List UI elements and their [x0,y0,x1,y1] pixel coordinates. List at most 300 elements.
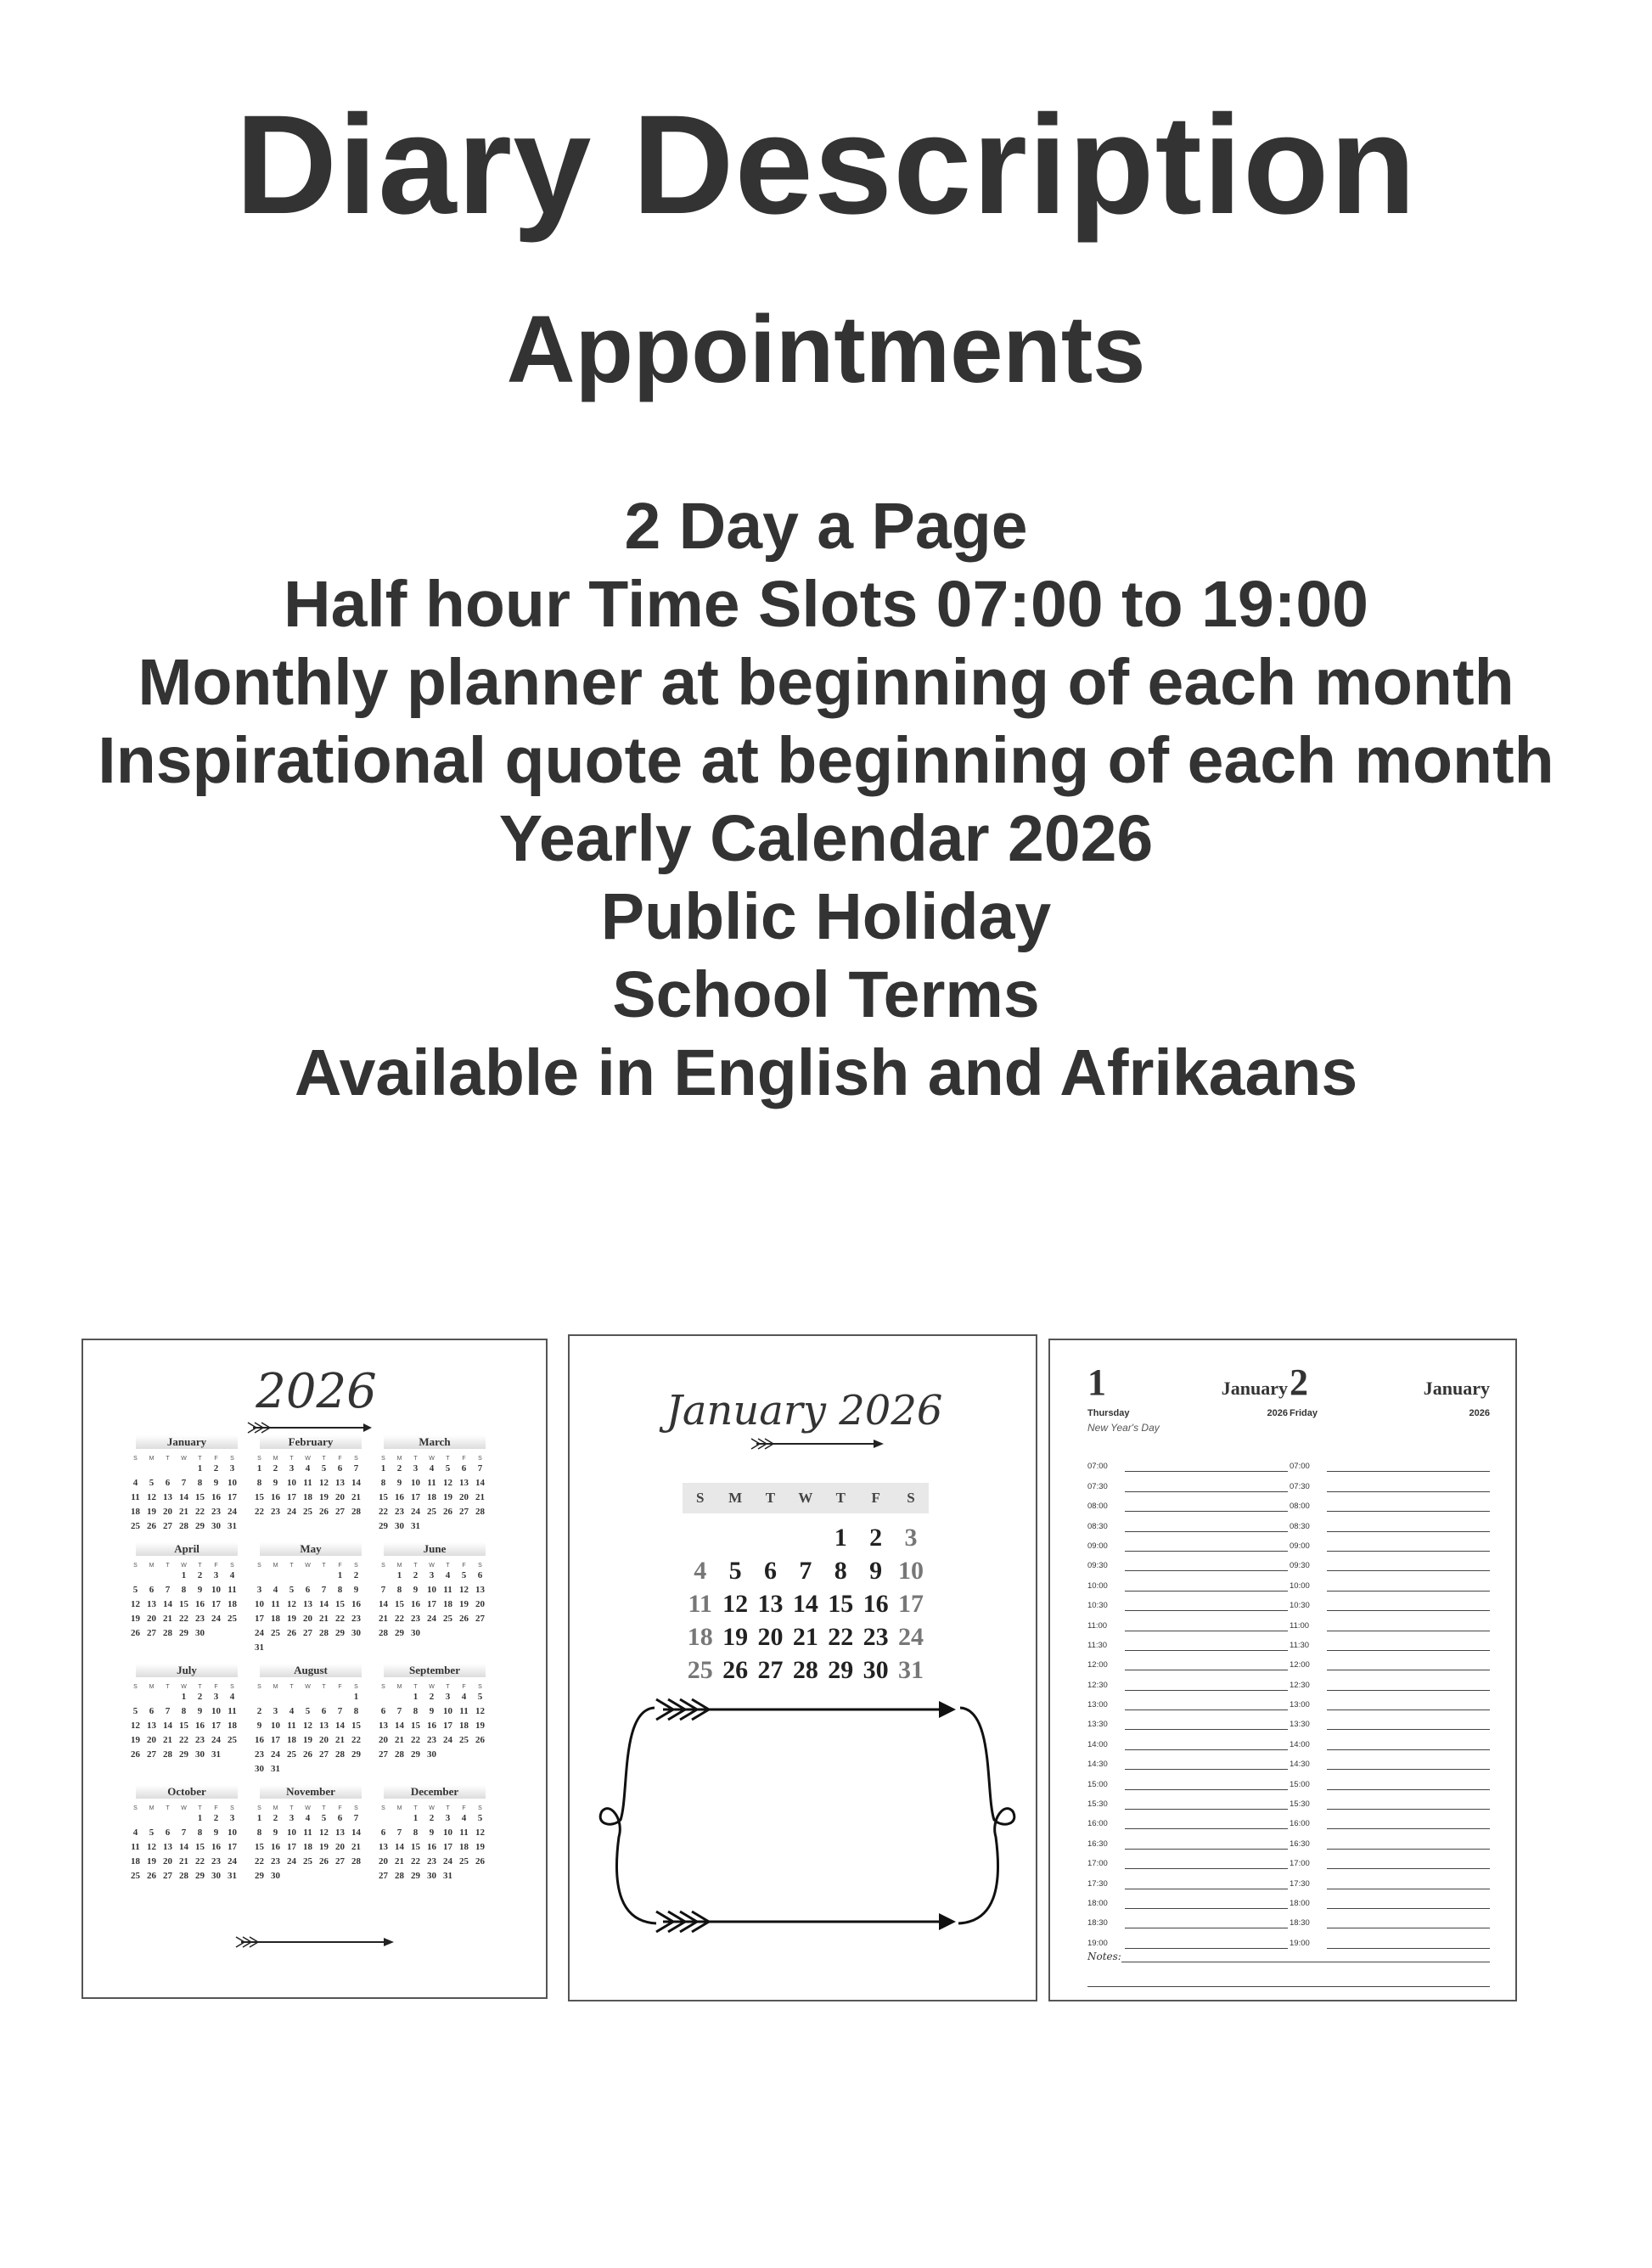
time-slot [1087,1670,1288,1690]
mini-date: 4 [461,1813,467,1823]
feature-list [0,487,1652,1112]
mini-date: 22 [411,1735,420,1745]
slot-line [1327,1839,1490,1850]
mini-date: 2 [413,1570,419,1580]
mini-date: 7 [396,1706,402,1716]
monthly-date: 21 [792,1623,818,1651]
mini-date: 20 [459,1492,469,1502]
mini-date: 21 [179,1507,188,1517]
mini-date: 10 [427,1585,436,1595]
mini-date: 14 [163,1599,172,1609]
mini-date: 28 [163,1749,172,1760]
time-slot [1290,1770,1490,1789]
mini-date: 27 [379,1749,388,1760]
mini-date-grid [375,1462,494,1534]
mini-date: 3 [289,1813,295,1823]
mini-month-name: April [136,1542,238,1556]
mini-date: 7 [181,1478,187,1488]
mini-date: 10 [287,1827,296,1838]
monthly-date: 13 [757,1590,784,1618]
mini-date: 22 [395,1614,404,1624]
mini-date: 16 [271,1492,280,1502]
monthly-date: 28 [792,1656,818,1684]
mini-date-blank [316,1690,332,1704]
mini-date: 4 [429,1463,435,1474]
time-slot [1290,1810,1490,1829]
page-subtitle: Appointments [506,296,1146,402]
mini-date: 19 [147,1507,156,1517]
mini-day-head: M [149,1563,155,1569]
mini-date: 4 [445,1570,451,1580]
mini-date: 16 [427,1842,436,1852]
mini-month-name: November [260,1785,362,1799]
mini-date-blank [160,1569,176,1583]
mini-date: 19 [319,1492,329,1502]
mini-date: 12 [319,1827,329,1838]
slot-line [1125,1521,1288,1532]
time-slot [1290,1611,1490,1631]
mini-day-headers [375,1456,494,1462]
mini-date: 12 [147,1842,156,1852]
mini-date: 21 [335,1735,345,1745]
slot-line [1327,1818,1490,1829]
mini-date: 11 [287,1721,296,1731]
time-label: 13:00 [1087,1700,1108,1710]
mini-date: 13 [335,1827,345,1838]
mini-day-head: S [133,1563,138,1569]
mini-date: 18 [271,1614,280,1624]
time-label: 11:30 [1290,1640,1310,1650]
mini-date: 11 [131,1492,140,1502]
mini-date: 3 [445,1692,451,1702]
mini-date: 23 [195,1614,205,1624]
time-slot [1290,1670,1490,1690]
mini-date: 29 [335,1628,345,1638]
monthly-date: 23 [863,1623,889,1651]
mini-date: 28 [379,1628,388,1638]
mini-day-head: W [429,1456,435,1462]
mini-day-head: T [322,1563,326,1569]
mini-date-blank [127,1690,143,1704]
mini-month [251,1435,370,1534]
notes-label: Notes: [1087,1951,1121,1962]
mini-date-blank [375,1569,391,1583]
time-slot [1087,1592,1288,1611]
slot-line [1125,1501,1288,1512]
slot-line [1327,1620,1490,1631]
mini-day-head: M [149,1456,155,1462]
mini-date: 11 [228,1585,237,1595]
mini-day-head: T [166,1805,170,1811]
mini-date-grid [127,1690,246,1762]
time-label: 08:30 [1290,1521,1310,1531]
slot-line [1125,1640,1288,1651]
time-slot [1087,1889,1288,1909]
time-slot [1290,1691,1490,1710]
mini-date: 27 [163,1871,172,1881]
time-slot [1290,1869,1490,1889]
mini-day-headers [127,1805,246,1811]
mini-date: 1 [181,1570,187,1580]
monthly-day-head: F [871,1490,880,1506]
mini-date-grid [375,1569,494,1641]
mini-date: 9 [353,1585,359,1595]
slot-line [1327,1917,1490,1928]
mini-date: 30 [395,1521,404,1531]
mini-date: 5 [321,1813,327,1823]
mini-day-head: M [396,1684,402,1690]
slot-line [1125,1779,1288,1790]
mini-date: 21 [395,1856,404,1867]
mini-date: 7 [165,1706,171,1716]
time-label: 11:00 [1290,1620,1310,1631]
mini-date: 14 [395,1721,404,1731]
feature-item: 2 Day a Page [624,490,1028,563]
monthly-date: 14 [792,1590,818,1618]
mini-month [251,1542,370,1655]
mini-date: 20 [475,1599,485,1609]
mini-date: 1 [197,1463,203,1474]
mini-date: 21 [395,1735,404,1745]
time-slots [1290,1452,1490,1949]
time-slot [1087,1691,1288,1710]
time-label: 07:00 [1087,1462,1108,1472]
mini-date: 18 [459,1721,469,1731]
mini-date: 4 [461,1692,467,1702]
time-label: 16:30 [1087,1839,1108,1849]
mini-date: 2 [273,1463,278,1474]
time-label: 15:00 [1087,1779,1108,1789]
mini-date: 31 [443,1871,452,1881]
slot-line [1327,1640,1490,1651]
time-label: 18:00 [1087,1898,1108,1908]
mini-date: 6 [380,1706,386,1716]
mini-day-head: F [338,1563,342,1569]
monthly-day-head: T [835,1490,846,1506]
mini-month-name: March [384,1435,486,1449]
feature-item: Half hour Time Slots 07:00 to 19:00 [283,568,1369,641]
time-label: 10:00 [1087,1580,1108,1591]
mini-date: 27 [147,1628,156,1638]
mini-month [127,1435,246,1534]
mini-date-grid [251,1690,370,1777]
mini-date: 14 [179,1842,188,1852]
mini-day-head: M [273,1456,278,1462]
monthly-day-head: W [798,1490,813,1506]
mini-month [127,1664,246,1777]
mini-day-head: M [273,1805,278,1811]
monthly-date: 7 [799,1557,812,1585]
mini-date: 19 [147,1856,156,1867]
slot-line [1327,1481,1490,1492]
mini-date: 20 [303,1614,312,1624]
time-label: 15:30 [1087,1799,1108,1810]
mini-date: 14 [475,1478,485,1488]
mini-month-name: June [384,1542,486,1556]
mini-date: 23 [195,1735,205,1745]
mini-day-head: T [446,1456,450,1462]
mini-date: 15 [195,1492,205,1502]
mini-date: 2 [396,1463,402,1474]
mini-day-head: T [413,1684,418,1690]
mini-month-name: February [260,1435,362,1449]
mini-date: 29 [255,1871,264,1881]
mini-day-head: T [446,1563,450,1569]
feature-item: School Terms [612,958,1040,1031]
day-number: 1 [1087,1361,1106,1403]
time-label: 12:00 [1290,1660,1310,1670]
mini-date: 7 [337,1706,343,1716]
mini-date: 17 [211,1721,221,1731]
mini-date: 27 [459,1507,469,1517]
mini-day-head: M [396,1805,402,1811]
mini-date: 5 [132,1706,138,1716]
mini-date: 25 [228,1614,237,1624]
monthly-date-blank [788,1521,823,1554]
time-label: 13:30 [1087,1720,1108,1730]
monthly-day-head: M [728,1490,743,1506]
slot-line [1327,1560,1490,1571]
mini-day-head: F [462,1563,466,1569]
mini-day-headers [251,1684,370,1690]
mini-date: 22 [411,1856,420,1867]
mini-day-head: T [322,1684,326,1690]
mini-date-blank [332,1690,348,1704]
time-label: 09:00 [1290,1541,1310,1551]
day-weekday: Friday [1290,1408,1318,1418]
mini-date: 8 [353,1706,359,1716]
mini-month [251,1664,370,1777]
mini-date: 28 [351,1856,361,1867]
mini-date: 7 [380,1585,386,1595]
mini-date: 12 [459,1585,469,1595]
mini-date: 14 [351,1478,361,1488]
time-label: 13:30 [1290,1720,1310,1730]
mini-date: 6 [149,1706,155,1716]
mini-date: 13 [147,1599,156,1609]
mini-date: 14 [335,1721,345,1731]
mini-date: 28 [319,1628,329,1638]
mini-date: 7 [321,1585,327,1595]
mini-date: 24 [228,1507,237,1517]
monthly-date: 8 [834,1557,847,1585]
notes-section [1087,1947,1490,1987]
mini-day-head: W [429,1684,435,1690]
mini-date: 30 [271,1871,280,1881]
daily-page-preview [1048,1339,1517,2001]
mini-date: 7 [353,1813,359,1823]
mini-day-head: F [462,1805,466,1811]
mini-date: 15 [179,1721,188,1731]
monthly-date: 25 [687,1656,713,1684]
slot-line [1125,1560,1288,1571]
mini-date: 26 [459,1614,469,1624]
mini-date: 23 [271,1507,280,1517]
mini-month-name: October [136,1785,238,1799]
mini-date: 13 [163,1842,172,1852]
mini-month [375,1785,494,1883]
mini-date-blank [160,1811,176,1826]
mini-day-head: S [381,1805,385,1811]
mini-date: 24 [255,1628,264,1638]
time-label: 07:00 [1290,1462,1310,1472]
arrow-decoration-icon [748,1436,884,1451]
mini-date: 24 [228,1856,237,1867]
mini-date: 13 [319,1721,329,1731]
monthly-date: 29 [828,1656,854,1684]
mini-date: 3 [445,1813,451,1823]
mini-day-head: S [354,1563,358,1569]
mini-date-blank [160,1690,176,1704]
time-label: 16:00 [1087,1819,1108,1829]
time-slot [1290,1452,1490,1472]
mini-date: 13 [147,1721,156,1731]
time-label: 18:30 [1087,1918,1108,1928]
time-label: 19:00 [1087,1938,1108,1948]
mini-date: 9 [197,1706,203,1716]
mini-date: 22 [255,1856,264,1867]
mini-date: 20 [379,1735,388,1745]
slot-line [1327,1779,1490,1790]
mini-date: 15 [179,1599,188,1609]
mini-day-head: S [257,1563,261,1569]
mini-day-head: S [133,1805,138,1811]
slot-line [1327,1541,1490,1552]
time-slot [1087,1611,1288,1631]
mini-date: 24 [271,1749,280,1760]
mini-date: 15 [411,1842,420,1852]
mini-day-headers [127,1563,246,1569]
mini-date: 13 [379,1842,388,1852]
mini-day-head: F [338,1805,342,1811]
monthly-date: 26 [722,1656,749,1684]
mini-date: 18 [228,1599,237,1609]
mini-date: 25 [287,1749,296,1760]
mini-date: 21 [351,1492,361,1502]
mini-date: 14 [379,1599,388,1609]
mini-date: 29 [411,1871,420,1881]
mini-date: 24 [287,1507,296,1517]
mini-date: 13 [379,1721,388,1731]
mini-date: 30 [255,1764,264,1774]
time-label: 14:00 [1087,1739,1108,1749]
mini-date-blank [300,1569,316,1583]
mini-date: 19 [443,1492,452,1502]
time-slot [1087,1472,1288,1491]
mini-date: 12 [287,1599,296,1609]
slot-line [1327,1739,1490,1750]
mini-date: 19 [459,1599,469,1609]
slot-line [1125,1481,1288,1492]
time-label: 14:30 [1087,1760,1108,1770]
feature-item: Public Holiday [600,880,1052,953]
mini-date: 25 [271,1628,280,1638]
mini-day-head: W [429,1805,435,1811]
mini-date: 24 [211,1614,221,1624]
mini-date: 8 [181,1706,187,1716]
mini-date: 21 [163,1614,172,1624]
mini-date: 10 [443,1827,452,1838]
mini-date: 27 [475,1614,485,1624]
mini-date: 4 [305,1813,311,1823]
mini-date: 10 [255,1599,264,1609]
mini-day-headers [375,1563,494,1569]
slot-line [1125,1461,1288,1472]
mini-date: 18 [303,1492,312,1502]
mini-date: 29 [179,1749,188,1760]
mini-month [375,1542,494,1655]
slot-line [1125,1600,1288,1611]
mini-date: 13 [459,1478,469,1488]
mini-day-head: W [305,1805,311,1811]
mini-date: 20 [163,1856,172,1867]
time-slot [1087,1512,1288,1531]
mini-date: 18 [459,1842,469,1852]
time-label: 07:30 [1290,1481,1310,1491]
mini-day-headers [127,1456,246,1462]
mini-date: 7 [396,1827,402,1838]
mini-date: 17 [443,1842,452,1852]
mini-date: 13 [163,1492,172,1502]
time-label: 10:00 [1290,1580,1310,1591]
mini-date: 3 [229,1813,235,1823]
time-slot [1087,1452,1288,1472]
slot-line [1125,1759,1288,1770]
time-label: 19:00 [1290,1938,1310,1948]
mini-date-blank [284,1569,300,1583]
mini-date: 6 [321,1706,327,1716]
monthly-date: 15 [828,1590,854,1618]
time-slot [1290,1512,1490,1531]
mini-date: 14 [319,1599,329,1609]
mini-date: 19 [303,1735,312,1745]
mini-month-name: July [136,1664,238,1677]
time-label: 07:30 [1087,1481,1108,1491]
mini-date: 28 [475,1507,485,1517]
mini-date: 23 [211,1856,221,1867]
mini-date: 20 [147,1614,156,1624]
mini-date: 29 [351,1749,361,1760]
mini-date: 22 [179,1614,188,1624]
mini-date-blank [300,1690,316,1704]
time-slot [1290,1928,1490,1948]
mini-day-head: S [381,1684,385,1690]
mini-date: 9 [429,1706,435,1716]
mini-day-head: T [289,1684,294,1690]
mini-date: 14 [179,1492,188,1502]
mini-date: 10 [271,1721,280,1731]
time-slot [1290,1750,1490,1770]
mini-date: 6 [305,1585,311,1595]
mini-date: 30 [195,1749,205,1760]
monthly-date: 24 [898,1623,924,1651]
mini-day-head: T [413,1805,418,1811]
mini-date: 24 [411,1507,420,1517]
feature-item: Available in English and Afrikaans [294,1036,1358,1109]
time-label: 12:00 [1087,1660,1108,1670]
mini-date: 22 [179,1735,188,1745]
time-label: 12:30 [1290,1680,1310,1690]
mini-day-head: T [322,1456,326,1462]
mini-date: 18 [443,1599,452,1609]
mini-date: 9 [197,1585,203,1595]
mini-date: 3 [256,1585,262,1595]
mini-date: 15 [195,1842,205,1852]
monthly-title: January 2026 [666,1387,943,1434]
monthly-date: 10 [898,1557,924,1585]
time-slot [1290,1492,1490,1512]
slot-line [1327,1878,1490,1889]
